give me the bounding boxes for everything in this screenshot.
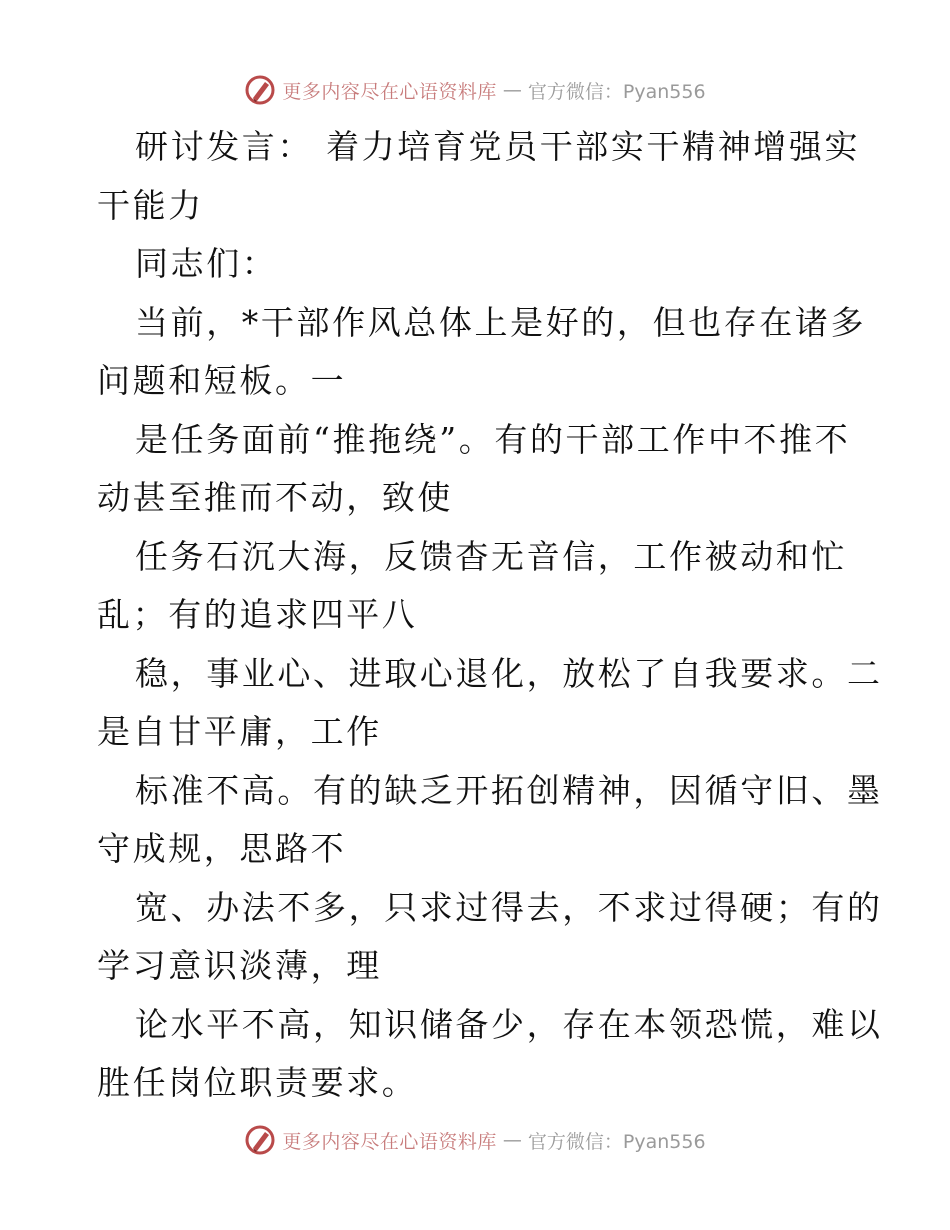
paragraph-line: 稳，事业心、进取心退化，放松了自我要求。二 <box>135 653 883 693</box>
paragraph-line: 是自甘平庸，工作 <box>97 712 382 751</box>
title-line-1: 研讨发言： 着力培育党员干部实干精神增强实 <box>135 127 861 166</box>
pen-circle-logo-icon <box>244 1124 276 1156</box>
footer-watermark <box>0 1120 950 1160</box>
watermark-contact: 官方微信：Pyan556 <box>527 1130 706 1153</box>
salutation: 同志们： <box>135 244 278 283</box>
paragraph-line: 学习意识淡薄，理 <box>97 946 382 985</box>
paragraph-line: 动甚至推而不动，致使 <box>97 478 453 517</box>
paragraph-line: 宽、办法不多，只求过得去，不求过得硬；有的 <box>135 887 883 927</box>
watermark-text: 更多内容尽在心语资料库 <box>282 80 497 103</box>
paragraph-line: 乱；有的追求四平八 <box>97 595 418 634</box>
watermark-contact: 官方微信：Pyan556 <box>527 80 706 103</box>
pen-circle-logo-icon <box>244 74 276 106</box>
header-watermark <box>0 70 950 110</box>
paragraph-line: 任务石沉大海，反馈杳无音信，工作被动和忙 <box>135 536 847 576</box>
watermark-separator: — <box>502 1129 522 1151</box>
watermark-separator: — <box>502 79 522 101</box>
document-body <box>97 118 883 1113</box>
paragraph-line: 守成规，思路不 <box>97 829 347 868</box>
title-line-2: 干能力 <box>97 185 204 225</box>
paragraph-line: 当前，*干部作风总体上是好的，但也存在诸多 <box>135 302 867 342</box>
paragraph-line: 论水平不高，知识储备少，存在本领恐慌，难以 <box>135 1004 883 1044</box>
paragraph-line: 是任务面前“推拖绕”。有的干部工作中不推不 <box>135 419 851 459</box>
watermark-text: 更多内容尽在心语资料库 <box>282 1130 497 1153</box>
paragraph-line: 胜任岗位职责要求。 <box>97 1063 418 1102</box>
paragraph-line: 标准不高。有的缺乏开拓创精神，因循守旧、墨 <box>135 770 883 810</box>
paragraph-line: 问题和短板。一 <box>97 361 347 400</box>
